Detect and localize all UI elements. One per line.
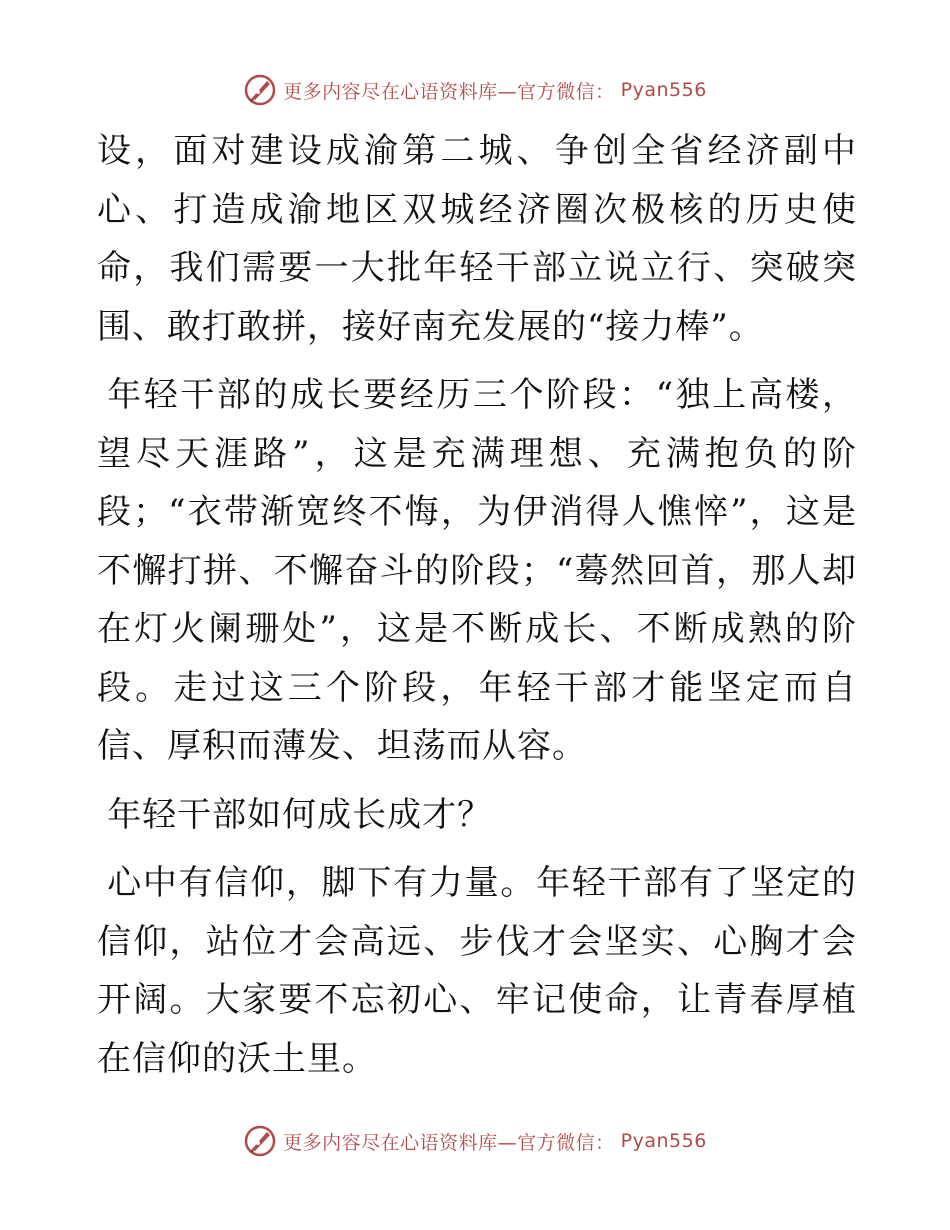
watermark-wechat-id: Pyan556 <box>620 1130 707 1152</box>
paragraph-4: 心中有信仰，脚下有力量。年轻干部有了坚定的信仰，站位才会高远、步伐才会坚实、心胸才会开阔。大家要不忘初心、牢记使命，让青春厚植在信仰的沃土里。 <box>97 863 857 1079</box>
header-watermark <box>0 70 950 110</box>
paragraph-1: 设，面对建设成渝第二城、争创全省经济副中心、打造成渝地区双城经济圈次极核的历史使命，我们需要一大批年轻干部立说立行、突破突围、敢打敢拼，接好南充发展的“接力棒”。 <box>97 131 857 347</box>
quill-pen-logo-icon <box>243 73 277 107</box>
paragraph-2: 年轻干部的成长要经历三个阶段：“独上高楼，望尽天涯路”，这是充满理想、充满抱负的阶段；“衣带渐宽终不悔，为伊消得人憔悴”，这是不懈打拼、不懈奋斗的阶段；“蓦然回首，那人却在灯火阑珊处”，这是不断成长、不断成熟的阶段。走过这三个阶段，年轻干部才能坚定而自信、厚积而薄发、坦荡而从容。 <box>97 375 857 766</box>
document-body <box>97 122 857 1088</box>
footer-watermark <box>0 1121 950 1161</box>
watermark-text: 更多内容尽在心语资料库—官方微信： <box>283 1131 615 1154</box>
quill-pen-logo-icon <box>243 1124 277 1158</box>
watermark-text: 更多内容尽在心语资料库—官方微信： <box>283 80 615 103</box>
paragraph-3: 年轻干部如何成长成才？ <box>107 794 493 835</box>
watermark-wechat-id: Pyan556 <box>620 79 707 101</box>
